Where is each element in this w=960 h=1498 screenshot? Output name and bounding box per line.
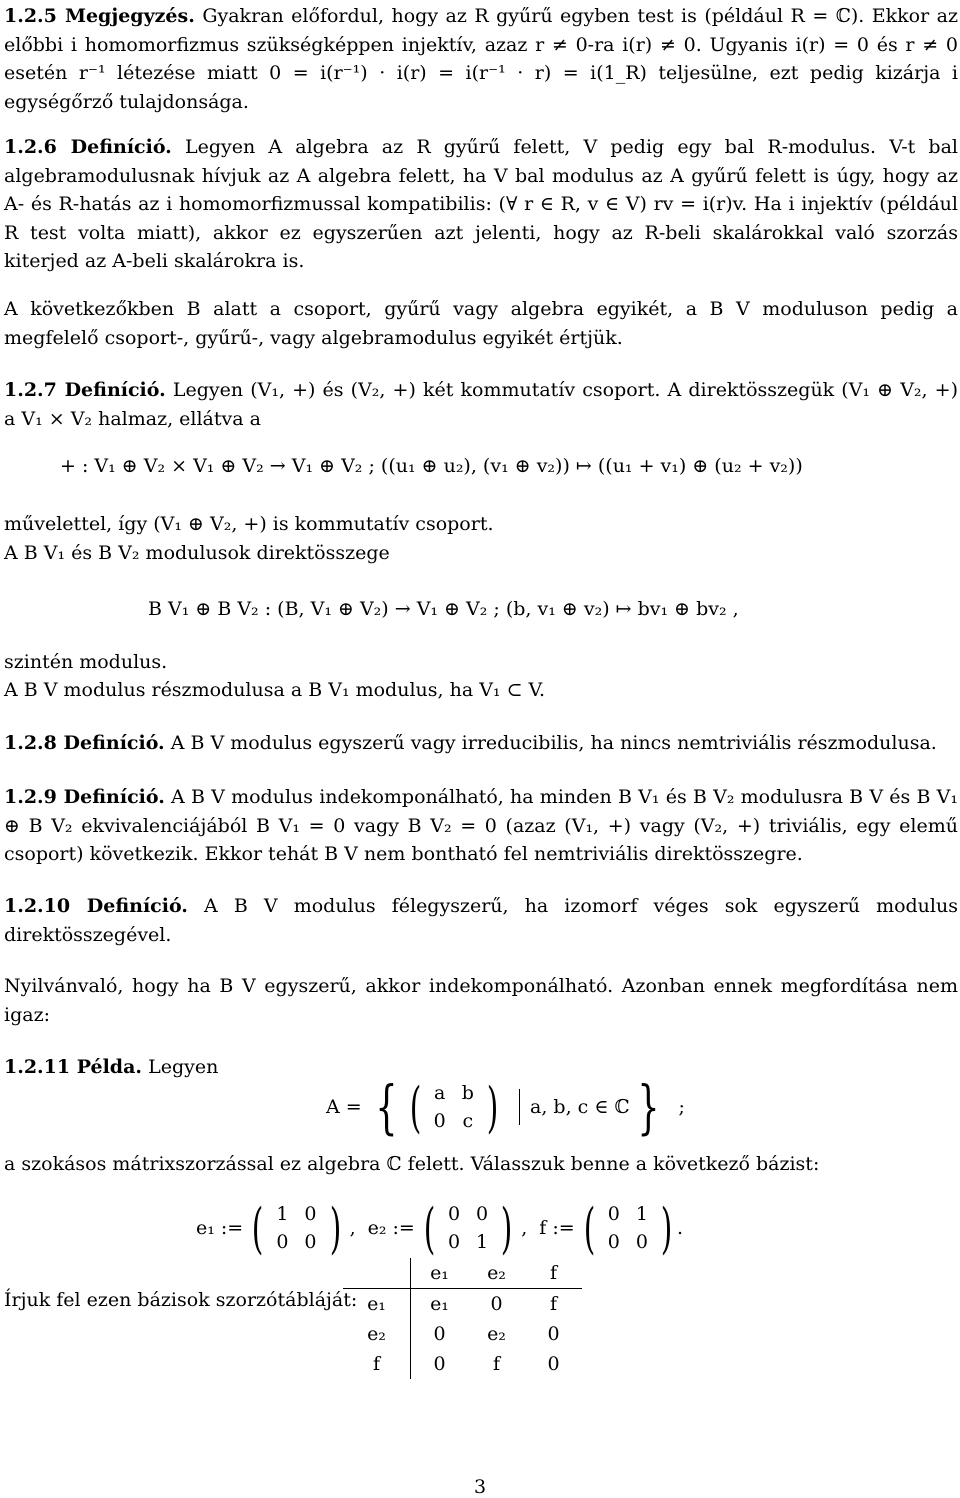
definition-1-2-9 bbox=[4, 783, 958, 869]
matrix-cell: 0 bbox=[607, 1231, 620, 1253]
remark-1-2-5 bbox=[4, 2, 958, 116]
equation-algebra-a bbox=[326, 1072, 685, 1142]
table-row-header: f bbox=[343, 1349, 411, 1379]
table-cell: 0 bbox=[547, 1353, 560, 1375]
equation-basis bbox=[196, 1196, 683, 1260]
example-text: Legyen bbox=[148, 1056, 219, 1078]
table-row-header: e₂ bbox=[343, 1319, 411, 1349]
algebra-end: ; bbox=[678, 1096, 685, 1118]
right-paren: ) bbox=[500, 1196, 513, 1260]
definition-label: 1.2.9 Definíció. bbox=[4, 786, 165, 808]
table-cell: e₂ bbox=[487, 1323, 506, 1345]
matrix-cell: 0 bbox=[476, 1203, 489, 1225]
definition-label: 1.2.7 Definíció. bbox=[4, 379, 166, 401]
table-header-row bbox=[343, 1258, 582, 1289]
table-cell: 0 bbox=[433, 1353, 446, 1375]
left-paren: ( bbox=[423, 1196, 436, 1260]
matrix-cell: 1 bbox=[635, 1203, 648, 1225]
matrix-cell: 0 bbox=[276, 1231, 289, 1253]
matrix-cell: c bbox=[462, 1110, 474, 1132]
matrix-cell: 1 bbox=[276, 1203, 289, 1225]
line-text: szintén modulus. bbox=[4, 651, 168, 673]
f-lhs: f := bbox=[539, 1217, 575, 1239]
left-brace: { bbox=[375, 1073, 398, 1141]
definition-label: 1.2.6 Definíció. bbox=[4, 136, 172, 158]
definition-text: A B V modulus indekomponálható, ha minden B V₁ és B V₂ modulusra B V és B V₁ ⊕ B V₂ ekvivalenciájából B V₁ = 0 vagy B V₂ = 0 (azaz (V₁, +) vagy (V₂, +) triviális, egy elemű csoport) következik. Ekkor tehát B V nem bontható fel nemtriviális direktösszegre. bbox=[4, 786, 959, 865]
matrix-cell: 0 bbox=[447, 1231, 461, 1253]
right-paren: ) bbox=[660, 1196, 673, 1260]
matrix-cell: b bbox=[461, 1082, 474, 1104]
matrix-cell: 0 bbox=[433, 1110, 446, 1132]
matrix-e2 bbox=[440, 1200, 496, 1256]
table-header-cell: e₁ bbox=[411, 1258, 469, 1289]
table-header-cell: f bbox=[525, 1258, 582, 1289]
e2-lhs: e₂ := bbox=[367, 1217, 415, 1239]
remark-text: Gyakran előfordul, hogy az R gyűrű egyben test is (például R = ℂ). Ekkor az előbbi i homomorfizmus szükségképpen injektív, azaz r ≠ 0-ra i(r) ≠ 0. Ugyanis i(r) = 0 és r ≠ 0 esetén r⁻¹ létezése miatt 0 = i(r⁻¹) · i(r) = i(r⁻¹ · r) = i(1_R) teljesülne, ezt pedig kizárja i egységőrző tulajdonsága. bbox=[4, 5, 958, 113]
matrix-cell: a bbox=[434, 1082, 446, 1104]
after-text: a szokásos mátrixszorzással ez algebra ℂ felett. Válasszuk benne a következő bázist: bbox=[4, 1153, 820, 1175]
left-paren: ( bbox=[583, 1196, 595, 1260]
paragraph-text: Nyilvánvaló, hogy ha B V egyszerű, akkor indekomponálható. Azonban ennek megfordítása nem igaz: bbox=[4, 975, 958, 1026]
table-corner bbox=[343, 1258, 411, 1289]
page-number: 3 bbox=[473, 1476, 487, 1498]
matrix-a bbox=[426, 1079, 482, 1135]
definition-label: 1.2.8 Definíció. bbox=[4, 732, 165, 754]
algebra-lhs: A = bbox=[326, 1096, 362, 1118]
definition-1-2-7 bbox=[4, 376, 958, 433]
definition-1-2-7-line2 bbox=[4, 539, 958, 568]
table-row bbox=[343, 1319, 582, 1349]
e1-lhs: e₁ := bbox=[196, 1217, 244, 1239]
table-cell: 0 bbox=[547, 1323, 560, 1345]
table-cell: f bbox=[549, 1293, 558, 1315]
multiplication-table bbox=[343, 1258, 582, 1379]
definition-text: A B V modulus egyszerű vagy irreducibilis, ha nincs nemtriviális részmodulusa. bbox=[170, 732, 937, 754]
table-header-cell: e₂ bbox=[468, 1258, 525, 1289]
definition-text: Legyen A algebra az R gyűrű felett, V pedig egy bal R-modulus. V-t bal algebramodulusnak hívjuk az A algebra felett, ha V bal modulus az A gyűrű felett is úgy, hogy az A- és R-hatás az i homomorfizmussal kompatibilis: (∀ r ∈ R, v ∈ V) rv = i(r)v. Ha i injektív (például R test volta miatt), akkor ez egyszerűen azt jelenti, hogy az R-beli skalárokkal való szorzás kiterjed az A-beli skalárokra is. bbox=[4, 136, 959, 272]
right-paren: ) bbox=[486, 1075, 499, 1139]
table-cell: 0 bbox=[433, 1323, 446, 1345]
table-row-header: e₁ bbox=[343, 1289, 411, 1320]
definition-1-2-7-line4 bbox=[4, 676, 958, 705]
paragraph-text: A következőkben B alatt a csoport, gyűrű vagy algebra egyikét, a B V moduluson pedig a megfelelő csoport-, gyűrű-, vagy algebramodulus egyikét értjük. bbox=[4, 298, 958, 349]
right-brace: } bbox=[636, 1073, 660, 1141]
definition-1-2-10 bbox=[4, 892, 958, 949]
table-cell: 0 bbox=[490, 1293, 503, 1315]
right-paren: ) bbox=[329, 1196, 341, 1260]
matrix-cell: 0 bbox=[447, 1203, 461, 1225]
matrix-cell: 1 bbox=[476, 1231, 489, 1253]
table-cell: e₁ bbox=[430, 1293, 449, 1315]
algebra-condition: a, b, c ∈ ℂ bbox=[530, 1096, 630, 1118]
matrix-cell: 0 bbox=[635, 1231, 648, 1253]
line-text: A B V modulus részmodulusa a B V₁ modulus, ha V₁ ⊂ V. bbox=[4, 679, 545, 701]
definition-1-2-6 bbox=[4, 133, 958, 276]
remark-label: 1.2.5 Megjegyzés. bbox=[4, 5, 195, 27]
table-cell: f bbox=[492, 1353, 501, 1375]
after-text: művelettel, így (V₁ ⊕ V₂, +) is kommutatív csoport. bbox=[4, 513, 494, 535]
example-1-2-11-after bbox=[4, 1150, 958, 1179]
separator: , bbox=[521, 1217, 528, 1239]
matrix-cell: 0 bbox=[304, 1231, 317, 1253]
table-row bbox=[343, 1289, 582, 1320]
matrix-cell: 0 bbox=[304, 1203, 317, 1225]
set-bar bbox=[519, 1089, 520, 1125]
equation-direct-sum-operation: + : V₁ ⊕ V₂ × V₁ ⊕ V₂ → V₁ ⊕ V₂ ; ((u₁ ⊕ u₂), (v₁ ⊕ v₂)) ↦ ((u₁ + v₁) ⊕ (u₂ + v₂)) bbox=[60, 455, 803, 477]
line-text: A B V₁ és B V₂ modulusok direktösszege bbox=[4, 542, 390, 564]
definition-label: 1.2.10 Definíció. bbox=[4, 895, 188, 917]
definition-text: A B V modulus félegyszerű, ha izomorf véges sok egyszerű modulus direktösszegével. bbox=[4, 895, 958, 946]
definition-1-2-7-line3 bbox=[4, 648, 958, 677]
period: . bbox=[677, 1217, 684, 1239]
table-intro-text: Írjuk fel ezen bázisok szorzótábláját: bbox=[4, 1289, 358, 1311]
definition-text: Legyen (V₁, +) és (V₂, +) két kommutatív csoport. A direktösszegük (V₁ ⊕ V₂, +) a V₁ × V₂ halmaz, ellátva a bbox=[4, 379, 959, 430]
matrix-e1 bbox=[268, 1200, 324, 1256]
example-label: 1.2.11 Példa. bbox=[4, 1056, 143, 1078]
definition-1-2-7-after bbox=[4, 510, 958, 539]
left-paren: ( bbox=[251, 1196, 264, 1260]
matrix-cell: 0 bbox=[607, 1203, 620, 1225]
left-paren: ( bbox=[409, 1075, 421, 1139]
table-row bbox=[343, 1349, 582, 1379]
paragraph-obvious bbox=[4, 972, 958, 1029]
separator: , bbox=[349, 1217, 356, 1239]
equation-module-direct-sum: B V₁ ⊕ B V₂ : (B, V₁ ⊕ V₂) → V₁ ⊕ V₂ ; (b, v₁ ⊕ v₂) ↦ bv₁ ⊕ bv₂ , bbox=[148, 598, 739, 620]
matrix-f bbox=[600, 1200, 656, 1256]
paragraph-b-notation bbox=[4, 295, 958, 352]
definition-1-2-8 bbox=[4, 729, 958, 758]
